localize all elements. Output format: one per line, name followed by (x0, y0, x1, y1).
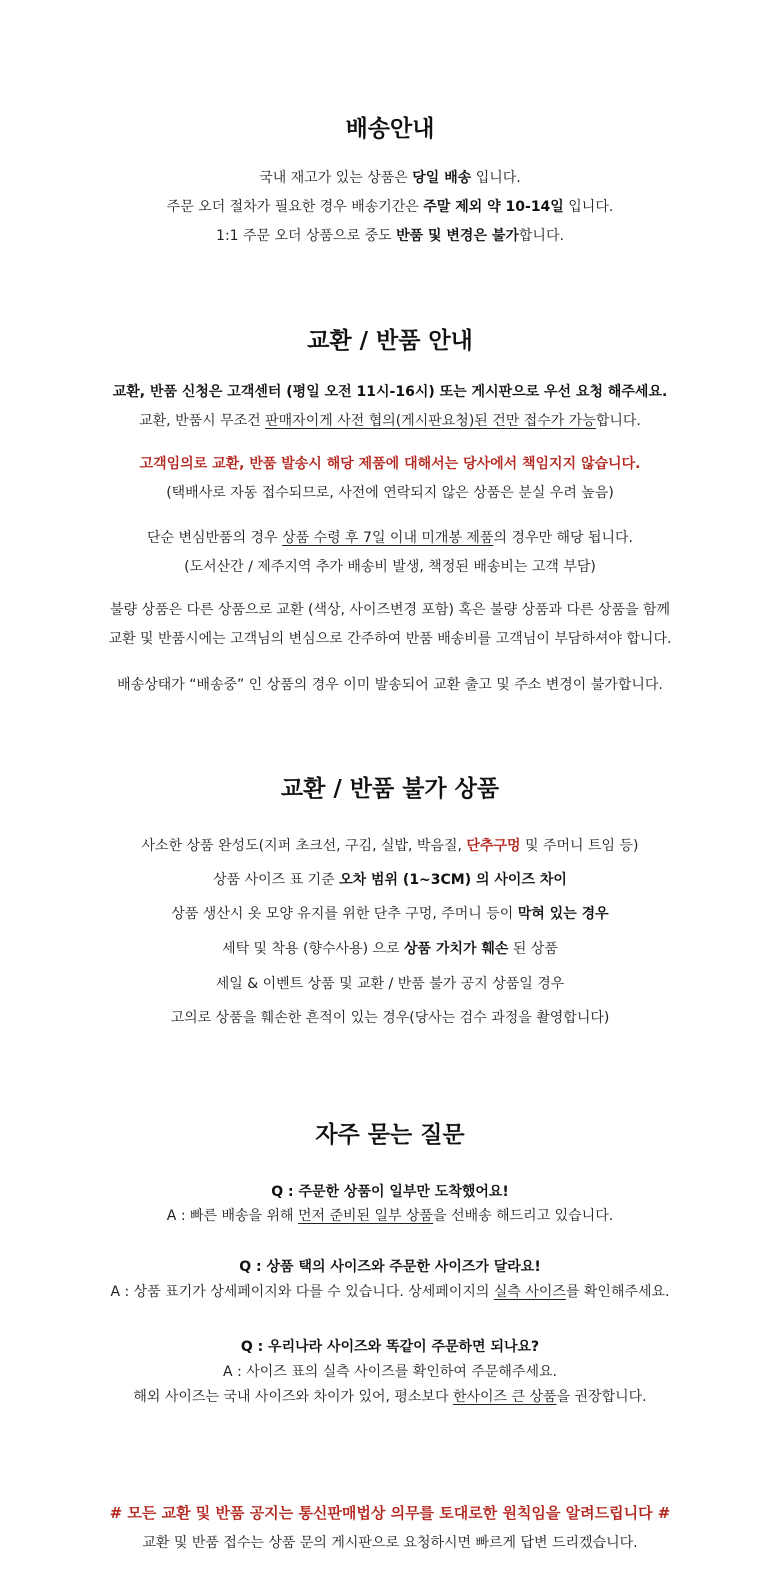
unavailable-title: 교환 / 반품 불가 상품 (280, 776, 500, 802)
unavailable-line-5: 세일 & 이벤트 상품 및 교환 / 반품 불가 공지 상품일 경우 (215, 976, 565, 992)
footer-notice: # 모든 교환 및 반품 공지는 통신판매법상 의무를 토대로한 원칙임을 알려드립니다 # (109, 1504, 671, 1522)
exchange-line-9: 배송상태가 “배송중” 인 상품의 경우 이미 발송되어 교환 출고 및 주소 변경이 불가합니다. (117, 677, 663, 693)
faq-answer-3a: A : 사이즈 표의 실측 사이즈를 확인하여 주문해주세요. (223, 1364, 557, 1380)
unavailable-line-1: 사소한 상품 완성도(지퍼 초크선, 구김, 실밥, 박음질, 단추구멍 및 주머니 트임 등) (141, 838, 639, 854)
faq-question-2: Q : 상품 택의 사이즈와 주문한 사이즈가 달라요! (239, 1259, 541, 1275)
exchange-line-2: 교환, 반품시 무조건 판매자이게 사전 협의(게시판요청)된 건만 접수가 가능합니다. (139, 413, 641, 429)
footer-request: 교환 및 반품 접수는 상품 문의 게시판으로 요청하시면 빠르게 답변 드리겠습니다. (142, 1535, 638, 1551)
faq-title: 자주 묻는 질문 (315, 1122, 465, 1148)
faq-answer-3b: 해외 사이즈는 국내 사이즈와 차이가 있어, 평소보다 한사이즈 큰 상품을 권장합니다. (133, 1389, 647, 1405)
exchange-line-1: 교환, 반품 신청은 고객센터 (평일 오전 11시-16시) 또는 게시판으로 우선 요청 해주세요. (112, 384, 668, 400)
unavailable-line-2: 상품 사이즈 표 기준 오차 범위 (1~3CM) 의 사이즈 차이 (213, 872, 567, 888)
unavailable-line-3: 상품 생산시 옷 모양 유지를 위한 단추 구멍, 주머니 등이 막혀 있는 경우 (171, 906, 609, 922)
unavailable-line-6: 고의로 상품을 훼손한 흔적이 있는 경우(당사는 검수 과정을 촬영합니다) (170, 1010, 610, 1026)
exchange-warning: 고객임의로 교환, 반품 발송시 해당 제품에 대해서는 당사에서 책임지지 않습니다. (139, 456, 641, 472)
exchange-title: 교환 / 반품 안내 (307, 328, 473, 354)
faq-answer-2: A : 상품 표기가 상세페이지와 다를 수 있습니다. 상세페이지의 실측 사이즈를 확인해주세요. (110, 1284, 670, 1300)
faq-question-1: Q : 주문한 상품이 일부만 도착했어요! (271, 1184, 509, 1200)
shipping-line-3: 1:1 주문 오더 상품으로 중도 반품 및 변경은 불가합니다. (216, 228, 564, 244)
shipping-title: 배송안내 (345, 116, 435, 142)
exchange-line-8: 교환 및 반품시에는 고객님의 변심으로 간주하여 반품 배송비를 고객님이 부담하셔야 합니다. (108, 631, 672, 647)
faq-question-3: Q : 우리나라 사이즈와 똑같이 주문하면 되나요? (240, 1339, 540, 1355)
faq-answer-1: A : 빠른 배송을 위해 먼저 준비된 일부 상품을 선배송 해드리고 있습니다. (166, 1208, 614, 1224)
unavailable-line-4: 세탁 및 착용 (향수사용) 으로 상품 가치가 훼손 된 상품 (222, 941, 558, 957)
exchange-line-6: (도서산간 / 제주지역 추가 배송비 발생, 책정된 배송비는 고객 부담) (184, 559, 596, 575)
shipping-line-2: 주문 오더 절차가 필요한 경우 배송기간은 주말 제외 약 10-14일 입니다. (166, 199, 614, 215)
exchange-line-7: 불량 상품은 다른 상품으로 교환 (색상, 사이즈변경 포함) 혹은 불량 상품과 다른 상품을 함께 (109, 602, 671, 618)
exchange-line-5: 단순 변심반품의 경우 상품 수령 후 7일 이내 미개봉 제품의 경우만 해당 됩니다. (146, 530, 634, 546)
exchange-line-4: (택배사로 자동 접수되므로, 사전에 연락되지 않은 상품은 분실 우려 높음) (166, 485, 614, 501)
shipping-line-1: 국내 재고가 있는 상품은 당일 배송 입니다. (259, 170, 521, 186)
